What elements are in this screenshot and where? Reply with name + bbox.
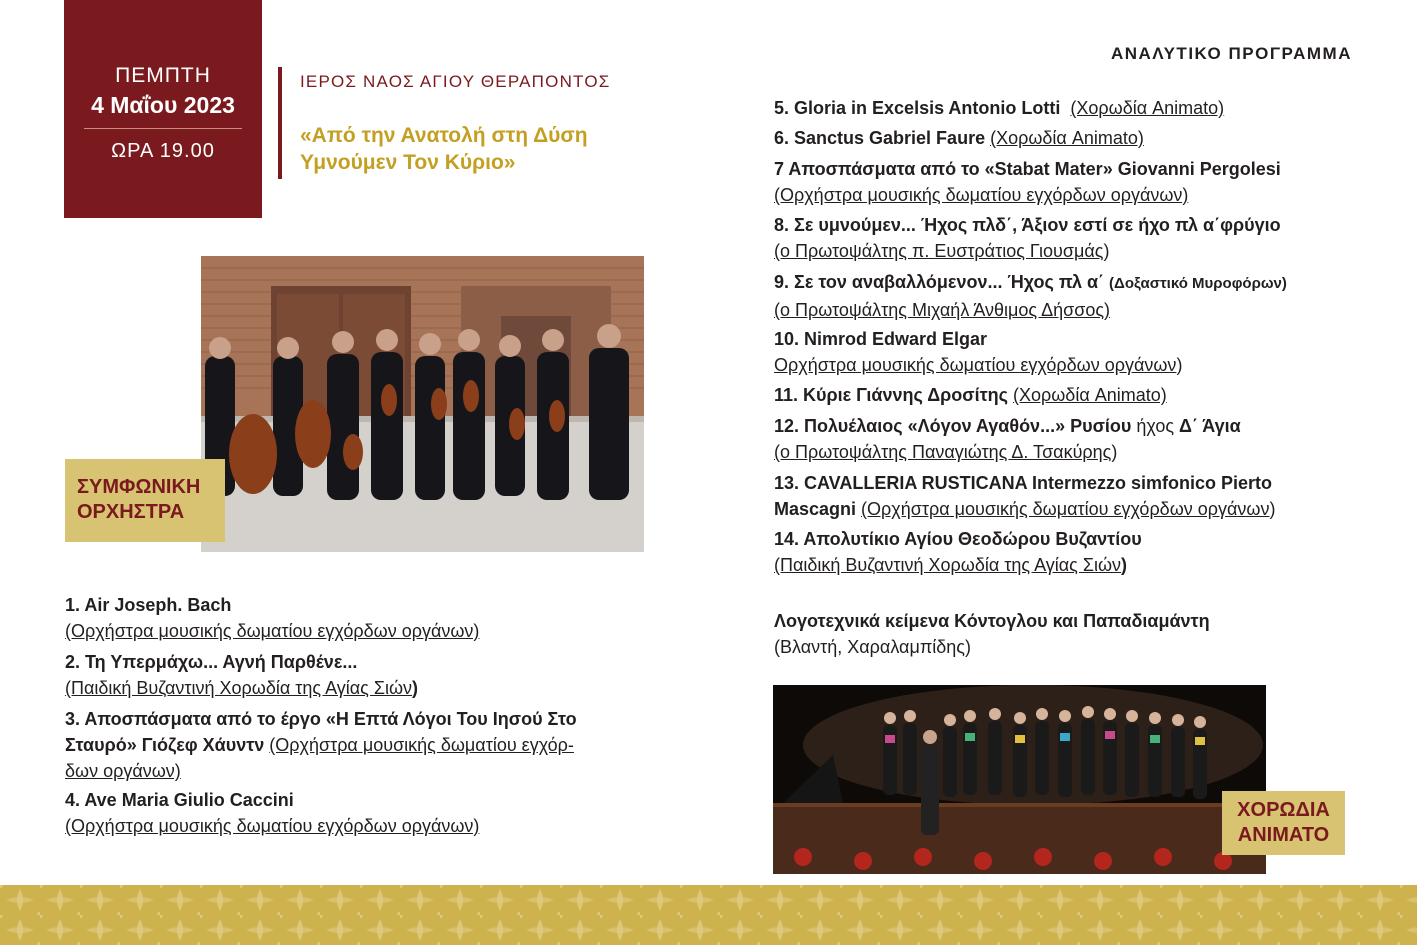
orchestra-photo-illustration [201,256,644,552]
venue-name: ΙΕΡΟΣ ΝΑΟΣ ΑΓΙΟΥ ΘΕΡΑΠΟΝΤΟΣ [300,72,611,91]
program-item-performer: (ο Πρωτοψάλτης Παναγιώτης Δ. Τσακύρης [774,442,1112,462]
choir-label-line-2: ANIMATO [1237,824,1330,846]
program-item-composer: » Giovanni Pergolesi [1102,159,1281,179]
subtitle-line-2: Υμνούμεν Τον Κύριο» [300,151,516,174]
program-item-work: Stabat Mater [994,159,1103,179]
choir-label-line-1: ΧΟΡΩΔΙΑ [1237,799,1330,821]
program-item-8 [774,212,1364,264]
orchestra-label-line-2: ΟΡΧΗΣΤΡΑ [77,501,185,523]
program-item-title: 11. Κύριε Γιάννης Δροσίτης [774,385,1008,405]
program-item-performer: (Ορχήστρα μουσικής δωματίου εγχόρδων οργάνων) [65,816,480,836]
program-item-6 [774,125,1364,151]
program-item-title: 5. Gloria in Excelsis Antonio Lotti [774,98,1061,118]
program-item-performer: (Χορωδία Animato) [1013,385,1167,405]
program-item-performer: Ορχήστρα μουσικής δωματίου εγχόρδων οργάνων [774,355,1177,375]
program-item-10 [774,326,1364,378]
program-item-title: 7 Αποσπάσματα από το « [774,159,995,179]
venue-accent-bar [278,67,282,179]
choir-photo [773,685,1266,874]
orchestra-photo [201,256,644,552]
program-item-title: 2. Τη Υπερμάχω... Αγνή Παρθένε... [65,652,358,672]
program-item-mode: ήχος [1131,416,1180,436]
program-item-3 [65,706,645,784]
program-item-performer: (Παιδική Βυζαντινή Χορωδία της Αγίας Σιών [774,555,1122,575]
program-item-4 [65,787,645,839]
program-item-performer: (Χορωδία Animato) [1070,98,1225,118]
program-item-title: 3. Αποσπάσματα από το έργο «Η Επτά Λόγοι Του Ιησού Στο [65,709,577,729]
closing-paren: ) [1121,555,1128,575]
program-item-1 [65,592,645,644]
program-item-title-cont: Mascagni [774,499,857,519]
program-item-title: 14. Απολυτίκιο Αγίου Θεοδώρου Βυζαντίου [774,529,1142,549]
program-item-title: 4. Ave Maria Giulio Caccini [65,790,294,810]
closing-paren: ) [1176,355,1183,375]
choir-label [1222,791,1345,855]
program-item-performer: (ο Πρωτοψάλτης Μιχαήλ Άνθιμος Δήσσος) [774,300,1111,320]
program-item-12 [774,413,1364,465]
closing-paren: ) [412,678,419,698]
program-item-performer: (Ορχήστρα μουσικής δωματίου εγχόρδων οργάνων) [774,185,1189,205]
program-item-performer: (Ορχήστρα μουσικής δωματίου εγχόρ- [269,735,574,755]
date-divider [84,128,242,129]
program-item-title-cont: Σταυρό» Γιόζεφ Χάυντν [65,735,265,755]
literary-readers: (Βλαντή, Χαραλαμπίδης) [774,637,971,657]
program-item-title: 8. Σε υμνούμεν... Ήχος πλδ΄, Άξιον εστί σε ήχο πλ α΄φρύγιο [774,215,1281,235]
program-item-performer: (Χορωδία Animato) [990,128,1144,148]
program-item-title: 6. Sanctus Gabriel Faure [774,128,986,148]
program-item-performer: (Ορχήστρα μουσικής δωματίου εγχόρδων οργάνων [861,499,1270,519]
event-subtitle [300,122,588,176]
program-item-title: 12. Πολυέλαιος «Λόγον Αγαθόν...» Ρυσίου [774,416,1132,436]
program-item-mode-value: Δ΄ Άγια [1179,416,1241,436]
event-date: 4 Μαΐου 2023 [91,92,235,118]
program-item-14 [774,526,1364,578]
literary-title: Λογοτεχνικά κείμενα Κόντογλου και Παπαδιαμάντη [774,611,1210,631]
choir-photo-illustration [773,685,1266,874]
literary-readings [774,608,1364,660]
program-item-title: 9. Σε τον αναβαλλόμενον... Ήχος πλ α΄ [774,272,1105,292]
program-item-title: 13. CAVALLERIA RUSTICANA Intermezzo simfonico Pierto [774,473,1273,493]
subtitle-line-1: «Από την Ανατολή στη Δύση [300,124,588,147]
program-title: ΑΝΑΛΥΤΙΚΟ ΠΡΟΓΡΑΜΜΑ [1110,44,1352,63]
closing-paren: ) [1269,499,1276,519]
program-item-11 [774,382,1364,408]
decorative-footer-band [0,885,1417,945]
program-item-title: 1. Air Joseph. Bach [65,595,232,615]
orchestra-label-line-1: ΣΥΜΦΩΝΙΚΗ [77,476,201,498]
program-item-note: (Δοξαστικό Μυροφόρων) [1109,275,1287,292]
program-item-performer: (ο Πρωτοψάλτης π. Ευστράτιος Γιουσμάς [774,241,1104,261]
program-item-title: 10. Nimrod Edward Elgar [774,329,988,349]
orchestra-label [65,459,225,542]
date-box [64,0,262,218]
program-item-2 [65,649,645,701]
program-item-performer: (Παιδική Βυζαντινή Χορωδία της Αγίας Σιών [65,678,413,698]
program-item-performer-cont: δων οργάνων) [65,761,181,781]
closing-paren: ) [1111,442,1118,462]
event-day: ΠΕΜΠΤΗ [115,64,211,87]
closing-paren: ) [1103,241,1110,261]
program-item-performer: (Ορχήστρα μουσικής δωματίου εγχόρδων οργάνων) [65,621,480,641]
program-item-5 [774,95,1364,121]
program-item-9 [774,269,1364,323]
program-item-13 [774,470,1364,522]
event-time: ΩΡΑ 19.00 [111,140,215,162]
program-item-7 [774,156,1364,208]
floral-pattern-icon [0,885,1417,945]
